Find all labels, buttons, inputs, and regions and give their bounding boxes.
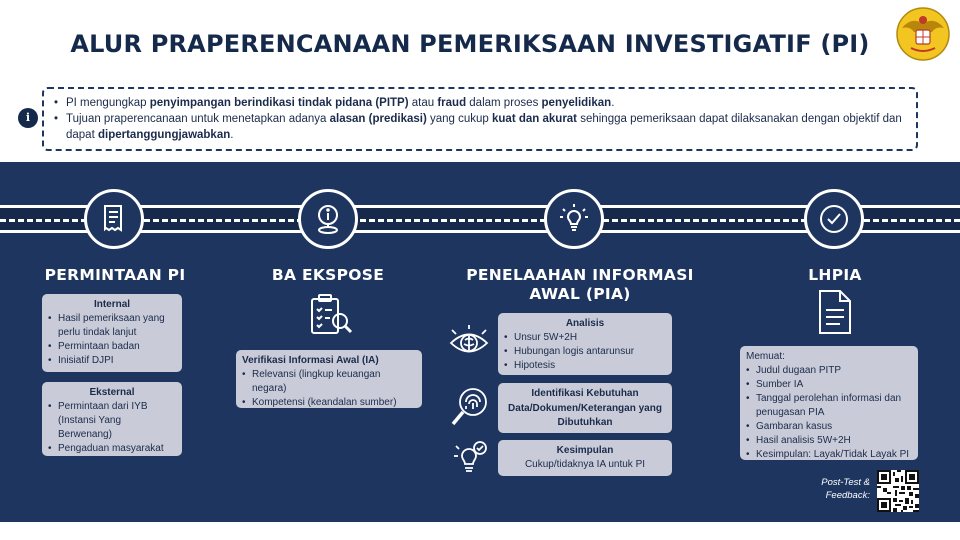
text-segment: Tujuan praperencanaan untuk menetapkan adanya xyxy=(66,113,330,125)
card-kesimpulan-text: Cukup/tidaknya IA untuk PI xyxy=(524,459,646,470)
feedback-line-2: Feedback: xyxy=(825,490,870,501)
list-item: • Pengaduan masyarakat xyxy=(48,442,176,456)
info-box xyxy=(42,87,918,151)
document-icon xyxy=(814,288,856,336)
list-item: • Permintaan badan xyxy=(48,340,176,354)
brain-eye-icon xyxy=(448,324,490,362)
page-title: ALUR PRAPERENCANAAN PEMERIKSAAN INVESTIGATIF (PI) xyxy=(70,30,870,58)
step-title-lhpia: LHPIA xyxy=(808,266,862,284)
list-item: • Kesimpulan: Layak/Tidak Layak PI xyxy=(746,448,912,462)
step-title-permintaan: PERMINTAAN PI xyxy=(44,266,186,284)
card-identifikasi xyxy=(498,383,672,433)
list-item: • Hubungan logis antarunsur xyxy=(504,345,666,359)
card-internal-head: Internal xyxy=(93,299,131,310)
list-item: • Sumber IA xyxy=(746,378,912,392)
list-item: • Hipotesis xyxy=(504,359,666,373)
lightbulb-idea-icon xyxy=(544,189,604,249)
bold-phrase: penyelidikan xyxy=(541,97,612,109)
list-item: • Unsur 5W+2H xyxy=(504,331,666,345)
feedback-label xyxy=(812,476,870,502)
list-item: • Relevansi (lingkup keuangan negara) xyxy=(242,368,416,396)
feedback-line-1: Post-Test & xyxy=(821,477,870,488)
bold-phrase: fraud xyxy=(437,97,467,109)
bold-phrase: alasan (predikasi) xyxy=(329,113,427,125)
card-verifikasi xyxy=(236,350,422,408)
card-kesimpulan-head: Kesimpulan xyxy=(556,445,614,456)
card-internal xyxy=(42,294,182,372)
text-segment: . xyxy=(230,129,234,141)
list-item: • Permintaan dari IYB (Instansi Yang Berwenang) xyxy=(48,400,176,442)
receipt-document-icon xyxy=(84,189,144,249)
qr-code-icon[interactable] xyxy=(877,470,919,512)
info-bullet-2 xyxy=(54,111,906,143)
info-bullet-1-text xyxy=(66,97,614,109)
text-segment: yang cukup xyxy=(426,113,493,125)
card-analisis-head: Analisis xyxy=(565,318,605,329)
card-lhpia xyxy=(740,346,918,460)
bold-phrase: kuat dan akurat xyxy=(492,113,578,125)
step-title-pia-line1: PENELAAHAN INFORMASI xyxy=(466,266,694,284)
step-title-ekspose: BA EKSPOSE xyxy=(271,266,385,284)
list-item: • Hasil pemeriksaan yang perlu tindak lanjut xyxy=(48,312,176,340)
card-eksternal xyxy=(42,382,182,456)
bold-phrase: dipertanggungjawabkan xyxy=(97,129,231,141)
card-analisis xyxy=(498,313,672,375)
list-item: • Inisiatif DJPI xyxy=(48,354,176,368)
list-item: • Gambaran kasus xyxy=(746,420,912,434)
step-title-pia xyxy=(455,266,705,304)
garuda-emblem-logo xyxy=(894,4,952,62)
text-segment: dalam proses xyxy=(466,97,542,109)
card-lhpia-intro: Memuat: xyxy=(746,351,785,362)
list-item: • Kompetensi (keandalan sumber) xyxy=(242,396,416,410)
text-segment: sehingga pemeriksaan dapat dilaksanakan dengan objektif dan dapat xyxy=(66,113,902,141)
list-item: • Tanggal perolehan informasi dan penugasan PIA xyxy=(746,392,912,420)
card-eksternal-head: Eksternal xyxy=(89,387,135,398)
step-title-pia-line2: AWAL (PIA) xyxy=(529,285,631,303)
card-verifikasi-head: Verifikasi Informasi Awal (IA) xyxy=(242,355,379,366)
text-segment: atau xyxy=(408,97,438,109)
info-location-icon xyxy=(298,189,358,249)
text-segment: PI mengungkap xyxy=(66,97,150,109)
info-bullet-1 xyxy=(54,95,906,111)
lightbulb-check-icon xyxy=(450,440,490,480)
clipboard-search-icon xyxy=(308,293,354,339)
list-item: • Hasil analisis 5W+2H xyxy=(746,434,912,448)
info-bullet-2-text xyxy=(66,113,902,141)
card-kesimpulan xyxy=(498,440,672,476)
text-segment: . xyxy=(611,97,615,109)
card-identifikasi-head: Identifikasi Kebutuhan Data/Dokumen/Keterangan yang Dibutuhkan xyxy=(508,388,662,428)
fingerprint-search-icon xyxy=(450,386,490,428)
check-circle-icon xyxy=(804,189,864,249)
list-item: • Judul dugaan PITP xyxy=(746,364,912,378)
info-icon: i xyxy=(18,108,38,128)
bold-phrase: penyimpangan berindikasi tindak pidana (PITP) xyxy=(149,97,409,109)
